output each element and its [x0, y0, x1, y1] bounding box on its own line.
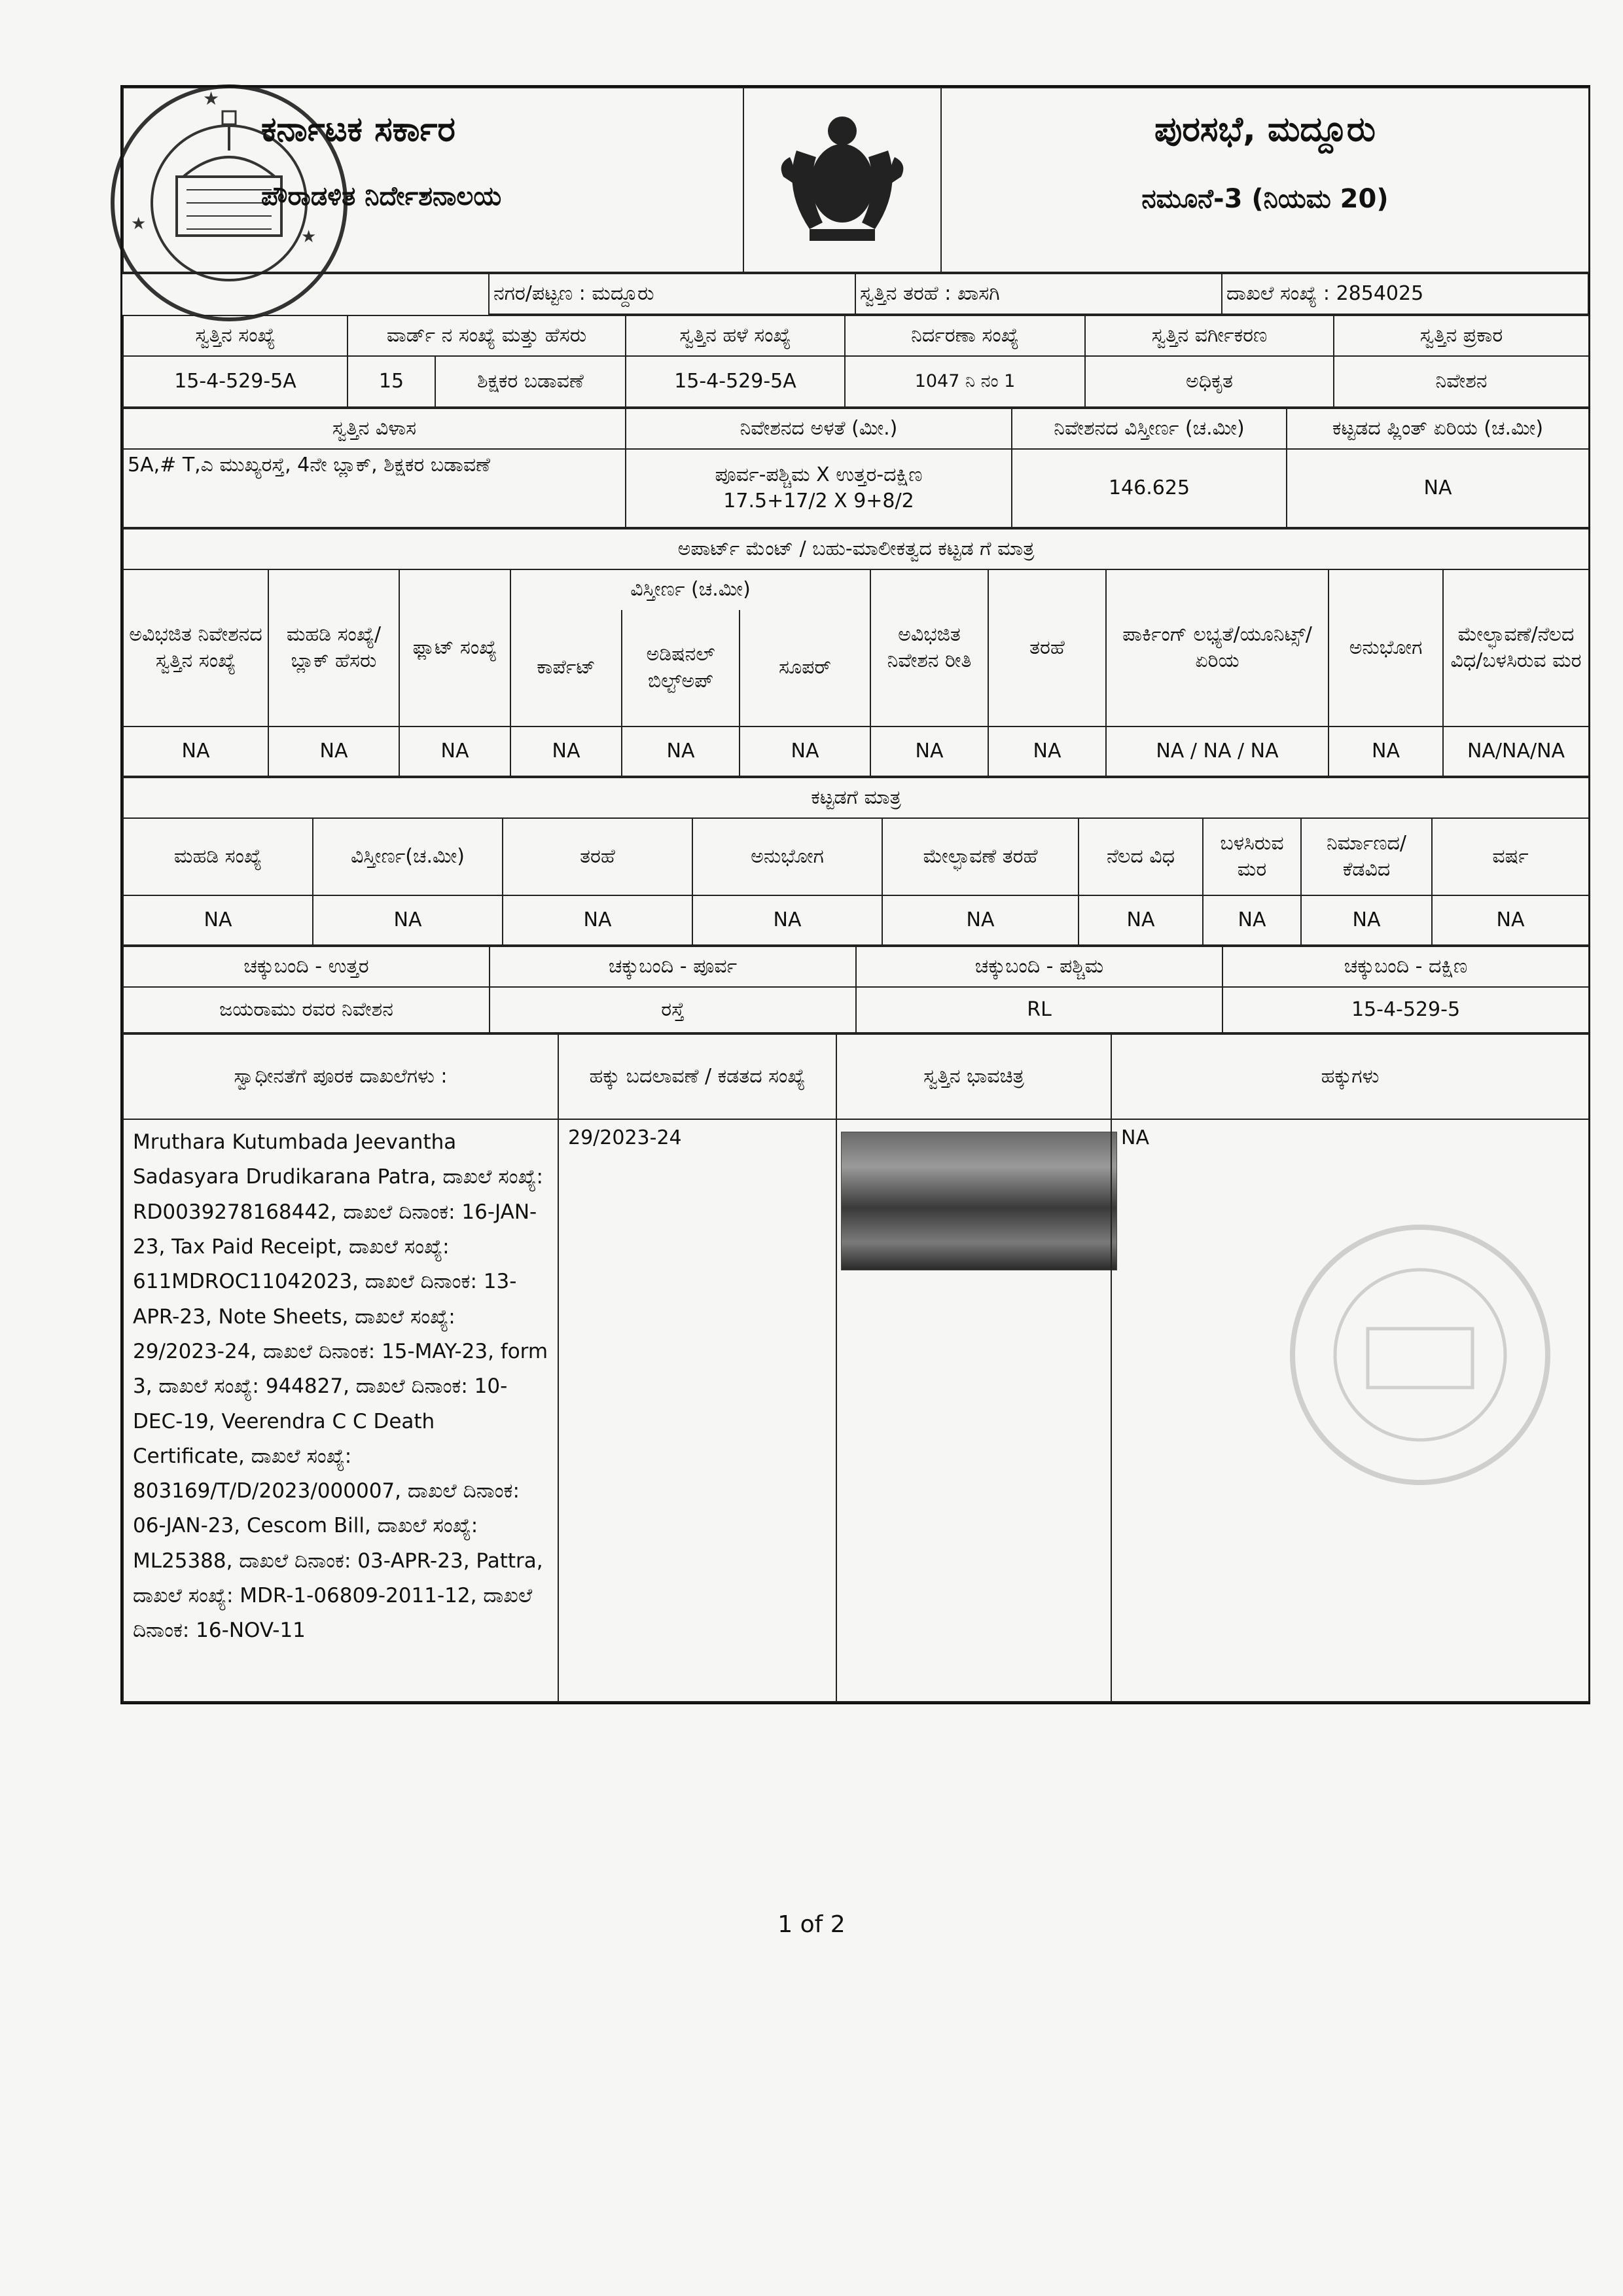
- header-documents: ಸ್ವಾಧೀನತೆಗೆ ಪೂರಕ ದಾಖಲೆಗಳು :: [123, 1034, 558, 1119]
- header-south: ಚಕ್ಕುಬಂದಿ - ದಕ್ಷಿಣ: [1222, 946, 1589, 987]
- header-west: ಚಕ್ಕುಬಂದಿ - ಪಶ್ಚಿಮ: [856, 946, 1222, 987]
- header-type: ತರಹೆ: [988, 569, 1106, 726]
- header-undivided: ಅವಿಭಜಿತ ನಿವೇಶನದ ಸ್ವತ್ತಿನ ಸಂಖ್ಯೆ: [123, 569, 268, 726]
- apartment-title: ಅಪಾರ್ಟ್ ಮೆಂಟ್ / ಬಹು-ಮಾಲೀಕತ್ವದ ಕಟ್ಟಡ ಗೆ ಮಾತ್ರ: [123, 529, 1589, 569]
- b-floor-type: NA: [1079, 895, 1203, 945]
- assessment-no: 1047 ನಿ ನಂ 1: [845, 356, 1085, 407]
- b-wood: NA: [1203, 895, 1301, 945]
- header-carpet: ಕಾರ್ಪೆಟ್: [510, 610, 622, 726]
- header-east: ಚಕ್ಕುಬಂದಿ - ಪೂರ್ವ: [490, 946, 856, 987]
- apt-type: NA: [988, 726, 1106, 776]
- old-no: 15-4-529-5A: [626, 356, 845, 407]
- classification: ಅಧಿಕೃತ: [1085, 356, 1334, 407]
- header-additional: ಅಡಿಷನಲ್ ಬಿಲ್ಟ್ಅಪ್: [622, 610, 740, 726]
- b-floor: NA: [123, 895, 313, 945]
- directorate-title: ಪೌರಾಡಳಿತ ನಿರ್ದೇಶನಾಲಯ: [261, 181, 502, 212]
- header-b-built: ನಿರ್ಮಾಣದ/ ಕೆಡವಿದ: [1301, 818, 1432, 895]
- dimensions-value: 17.5+17/2 X 9+8/2: [723, 490, 914, 512]
- municipality-title: ಪುರಸಭೆ, ಮದ್ದೂರು: [1154, 110, 1376, 149]
- header-dimensions: ನಿವೇಶನದ ಅಳತೆ (ಮೀ.): [626, 408, 1012, 449]
- b-built: NA: [1301, 895, 1432, 945]
- header-address: ಸ್ವತ್ತಿನ ವಿಳಾಸ: [123, 408, 626, 449]
- apt-usage: NA: [1329, 726, 1443, 776]
- ward-name: ಶಿಕ್ಷಕರ ಬಡಾವಣೆ: [477, 369, 584, 393]
- header-old-no: ಸ್ವತ್ತಿನ ಹಳೆ ಸಂಖ್ಯೆ: [626, 315, 845, 356]
- west-value: RL: [856, 987, 1222, 1033]
- header-change-no: ಹಕ್ಕು ಬದಲಾವಣೆ / ಕಡತದ ಸಂಖ್ಯೆ: [558, 1034, 836, 1119]
- south-value: 15-4-529-5: [1222, 987, 1589, 1033]
- apt-carpet: NA: [510, 726, 622, 776]
- header-rights: ಹಕ್ಕುಗಳು: [1111, 1034, 1589, 1119]
- header-method: ಅವಿಭಜಿತ ನಿವೇಶನ ರೀತಿ: [870, 569, 988, 726]
- change-number: 29/2023-24: [558, 1119, 836, 1702]
- building-table: [122, 777, 1590, 946]
- address-value: 5A,# T,ಎ ಮುಖ್ಯರಸ್ತೆ, 4ನೇ ಬ್ಲಾಕ್, ಶಿಕ್ಷಕರ ಬಡಾವಣೆ: [123, 449, 626, 528]
- info-row: [122, 273, 1589, 315]
- property-table: [122, 315, 1590, 408]
- boundaries-table: [122, 946, 1590, 1033]
- header-b-wood: ಬಳಸಿರುವ ಮರ: [1203, 818, 1301, 895]
- header-b-area: ವಿಸ್ತೀರ್ಣ(ಚ.ಮೀ): [313, 818, 503, 895]
- svg-text:★: ★: [203, 88, 220, 109]
- apt-floor: NA: [268, 726, 399, 776]
- b-year: NA: [1432, 895, 1589, 945]
- record-number-field: ದಾಖಲೆ ಸಂಖ್ಯೆ : 2854025: [1222, 274, 1588, 314]
- apt-flat: NA: [399, 726, 510, 776]
- header-north: ಚಕ್ಕುಬಂದಿ - ಉತ್ತರ: [123, 946, 490, 987]
- header-b-roof: ಮೇಲ್ಛಾವಣೆ ತರಹೆ: [882, 818, 1079, 895]
- kind: ನಿವೇಶನ: [1334, 356, 1589, 407]
- header-b-floor-type: ನೆಲದ ವಿಧ: [1079, 818, 1203, 895]
- header-classification: ಸ್ವತ್ತಿನ ವರ್ಗೀಕರಣ: [1085, 315, 1334, 356]
- header-prop-no: ಸ್ವತ್ತಿನ ಸಂಖ್ಯೆ: [123, 315, 348, 356]
- apartment-table: [122, 528, 1590, 777]
- header-kind: ಸ್ವತ್ತಿನ ಪ್ರಕಾರ: [1334, 315, 1589, 356]
- header-parking: ಪಾರ್ಕಿಂಗ್ ಲಭ್ಯತೆ/ಯೂನಿಟ್ಸ್/ಏರಿಯ: [1106, 569, 1329, 726]
- prop-no: 15-4-529-5A: [123, 356, 348, 407]
- karnataka-emblem-icon: [770, 105, 914, 249]
- header-ward: ವಾರ್ಡ್ ನ ಸಂಖ್ಯೆ ಮತ್ತು ಹೆಸರು: [348, 315, 626, 356]
- b-area: NA: [313, 895, 503, 945]
- header-flat: ಫ್ಲಾಟ್ ಸಂಖ್ಯೆ: [399, 569, 510, 726]
- rights-value: NA: [1111, 1119, 1589, 1702]
- apt-method: NA: [870, 726, 988, 776]
- svg-text:★: ★: [301, 227, 317, 247]
- dimensions-axes: ಪೂರ್ವ-ಪಶ್ಚಿಮ X ಉತ್ತರ-ದಕ್ಷಿಣ: [715, 463, 923, 486]
- apt-roof: NA/NA/NA: [1443, 726, 1589, 776]
- header-assessment-no: ನಿರ್ದರಣಾ ಸಂಖ್ಯೆ: [845, 315, 1085, 356]
- ownership-table: [122, 1033, 1590, 1702]
- property-form: [120, 85, 1590, 1704]
- plinth-value: NA: [1287, 449, 1589, 528]
- header-photo: ಸ್ವತ್ತಿನ ಭಾವಚಿತ್ರ: [836, 1034, 1111, 1119]
- svg-text:★: ★: [131, 214, 147, 234]
- header-b-usage: ಅನುಭೋಗ: [692, 818, 882, 895]
- header-roof: ಮೇಲ್ಛಾವಣೆ/ನೆಲದ ವಿಧ/ಬಳಸಿರುವ ಮರ: [1443, 569, 1589, 726]
- header-super: ಸೂಪರ್: [740, 610, 870, 726]
- building-title: ಕಟ್ಟಡಗೆ ಮಾತ್ರ: [123, 778, 1589, 818]
- address-table: [122, 408, 1590, 528]
- property-type-field: ಸ್ವತ್ತಿನ ತರಹೆ : ಖಾಸಗಿ: [855, 274, 1222, 314]
- documents-list: Mruthara Kutumbada Jeevantha Sadasyara Drudikarana Patra, ದಾಖಲೆ ಸಂಖ್ಯೆ: RD0039278168442, ದಾಖಲೆ ದಿನಾಂಕ: 16-JAN-23, Tax Paid Receipt, ದಾಖಲೆ ಸಂಖ್ಯೆ: 611MDROC11042023, ದಾಖಲೆ ದಿನಾಂಕ: 13-APR-23, Note Sheets, ದಾಖಲೆ ಸಂಖ್ಯೆ: 29/2023-24, ದಾಖಲೆ ದಿನಾಂಕ: 15-MAY-23, form 3, ದಾಖಲೆ ಸಂಖ್ಯೆ: 944827, ದಾಖಲೆ ದಿನಾಂಕ: 10-DEC-19, Veerendra C C Death Certificate, ದಾಖಲೆ ಸಂಖ್ಯೆ: 803169/T/D/2023/000007, ದಾಖಲೆ ದಿನಾಂಕ: 06-JAN-23, Cescom Bill, ದಾಖಲೆ ಸಂಖ್ಯೆ: ML25388, ದಾಖಲೆ ದಿನಾಂಕ: 03-APR-23, Pattra, ದಾಖಲೆ ಸಂಖ್ಯೆ: MDR-1-06809-2011-12, ದಾಖಲೆ ದಿನಾಂಕ: 16-NOV-11: [123, 1119, 558, 1702]
- b-type: NA: [503, 895, 692, 945]
- header-plinth: ಕಟ್ಟಡದ ಪ್ಲಿಂತ್ ಏರಿಯ (ಚ.ಮೀ): [1287, 408, 1589, 449]
- header-usage: ಅನುಭೋಗ: [1329, 569, 1443, 726]
- area-value: 146.625: [1012, 449, 1287, 528]
- apt-additional: NA: [622, 726, 740, 776]
- header-b-floor: ಮಹಡಿ ಸಂಖ್ಯೆ: [123, 818, 313, 895]
- north-value: ಜಯರಾಮು ರವರ ನಿವೇಶನ: [123, 987, 490, 1033]
- b-roof: NA: [882, 895, 1079, 945]
- header-area-group: ವಿಸ್ತೀರ್ಣ (ಚ.ಮೀ): [510, 569, 870, 610]
- b-usage: NA: [692, 895, 882, 945]
- apt-undivided: NA: [123, 726, 268, 776]
- east-value: ರಸ್ತೆ: [490, 987, 856, 1033]
- ward-no: 15: [348, 357, 435, 406]
- form-header: [122, 87, 1590, 273]
- form-title: ನಮೂನೆ-3 (ನಿಯಮ 20): [1141, 184, 1389, 215]
- header-b-year: ವರ್ಷ: [1432, 818, 1589, 895]
- apt-super: NA: [740, 726, 870, 776]
- header-b-type: ತರಹೆ: [503, 818, 692, 895]
- property-photo: [841, 1132, 1117, 1270]
- state-title: ಕರ್ನಾಟಕ ಸರ್ಕಾರ: [261, 110, 455, 149]
- header-floor-block: ಮಹಡಿ ಸಂಖ್ಯೆ/ಬ್ಲಾಕ್ ಹೆಸರು: [268, 569, 399, 726]
- apt-parking: NA / NA / NA: [1106, 726, 1329, 776]
- city-field: ನಗರ/ಪಟ್ಟಣ : ಮದ್ದೂರು: [489, 274, 855, 314]
- header-area: ನಿವೇಶನದ ವಿಸ್ತೀರ್ಣ (ಚ.ಮೀ): [1012, 408, 1287, 449]
- page-number: 1 of 2: [777, 1911, 846, 1938]
